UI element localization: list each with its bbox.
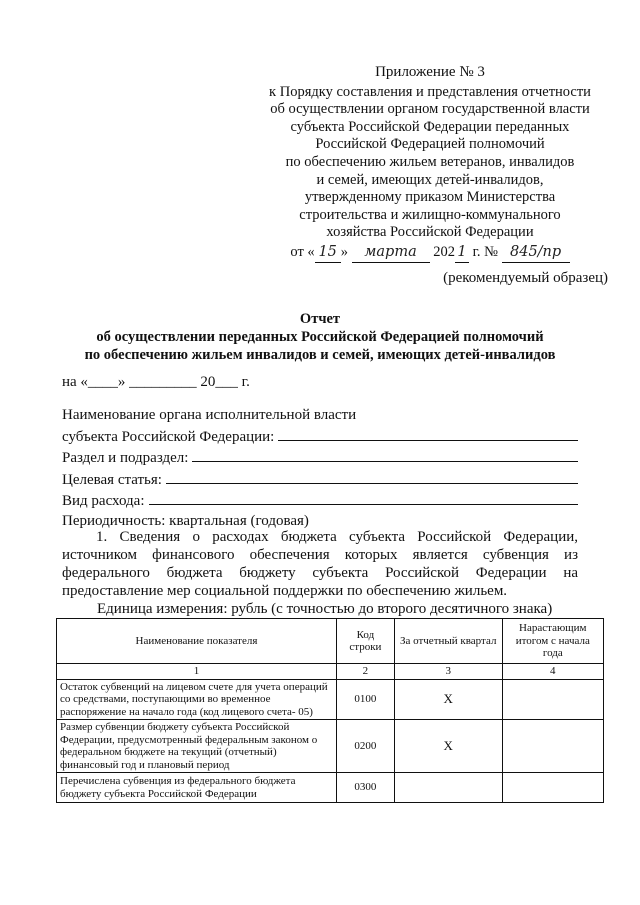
order-number: 845/пр — [502, 244, 570, 263]
appendix-line: хозяйства Российской Федерации — [326, 224, 534, 241]
report-subtitle-line: по обеспечению жильем инвалидов и семей, имеющих детей-инвалидов — [84, 347, 556, 363]
date-mid: » — [340, 243, 348, 260]
column-number: 3 — [394, 664, 502, 680]
column-number-row — [57, 664, 604, 680]
blank-line — [192, 447, 578, 462]
table-row — [57, 679, 604, 720]
row-name: Остаток субвенций на лицевом счете для учета операций со средствами, поступающими во временное распоряжение на начало года (код лицевого счета- 05) — [57, 679, 337, 720]
table-row — [57, 720, 604, 773]
blank-line — [149, 490, 579, 505]
table-row — [57, 773, 604, 803]
row-code: 0200 — [336, 720, 394, 773]
date-year-digit: 1 — [455, 244, 469, 263]
row-code: 0300 — [336, 773, 394, 803]
field-label: субъекта Российской Федерации: — [62, 428, 275, 445]
date-day: 15 — [315, 244, 341, 263]
appendix-line: об осуществлении органом государственной власти — [270, 101, 590, 118]
unit-of-measure: Единица измерения: рубль (с точностью до второго десятичного знака) — [97, 601, 553, 617]
header-indicator: Наименование показателя — [57, 619, 337, 664]
field-label: Целевая статья: — [62, 471, 162, 488]
field-expense-type — [62, 490, 578, 512]
report-title: Отчет — [299, 311, 341, 327]
column-number: 2 — [336, 664, 394, 680]
blank-line — [278, 426, 578, 441]
report-subtitle-line: об осуществлении переданных Российской Федерацией полномочий — [96, 329, 544, 345]
as-of-date-line: на «____» _________ 20___ г. — [62, 374, 250, 390]
appendix-line: по обеспечению жильем ветеранов, инвалидов — [285, 153, 575, 170]
row-quarter-value — [394, 773, 502, 803]
date-prefix: от « — [290, 243, 315, 260]
appendix-line: и семей, имеющих детей-инвалидов, — [316, 171, 544, 188]
header-quarter: За отчетный квартал — [394, 619, 502, 664]
field-section — [62, 447, 578, 469]
appendix-line: к Порядку составления и представления отчетности — [269, 83, 591, 100]
row-quarter-value: X — [394, 720, 502, 773]
row-cumulative-value — [502, 679, 603, 720]
report-table — [56, 618, 604, 803]
date-month: марта — [352, 244, 430, 263]
header-line-code: Код строки — [336, 619, 394, 664]
column-number: 4 — [502, 664, 603, 680]
field-subject — [62, 426, 578, 448]
row-cumulative-value — [502, 773, 603, 803]
order-date-line — [250, 244, 610, 263]
appendix-header — [250, 64, 610, 263]
sample-note: (рекомендуемый образец) — [443, 270, 608, 286]
row-code: 0100 — [336, 679, 394, 720]
appendix-line: утвержденному приказом Министерства — [304, 189, 556, 206]
row-name: Размер субвенции бюджету субъекта Российской Федерации, предусмотренный федеральным законом о федеральном бюджете на текущий (отчетный) финансовый год и плановый период — [57, 720, 337, 773]
field-label: Раздел и подраздел: — [62, 450, 189, 466]
blank-line — [166, 469, 578, 484]
field-label: Наименование органа исполнительной власти — [62, 407, 357, 423]
table-header-row — [57, 619, 604, 664]
section-1-text: 1. Сведения о расходах бюджета субъекта Российской Федерации, источником финансового обеспечения которых является субвенция из федерального бюджета бюджету субъекта Российской Федерации на предоставление мер социальной поддержки по обеспечению жильем. — [62, 529, 578, 599]
field-label: Вид расхода: — [62, 493, 145, 509]
appendix-line: Российской Федерацией полномочий — [315, 136, 545, 153]
field-target-article — [62, 469, 578, 491]
date-year-suffix: г. № — [468, 243, 498, 260]
row-cumulative-value — [502, 720, 603, 773]
field-authority-name — [62, 406, 578, 426]
report-fields — [62, 406, 578, 531]
appendix-line: субъекта Российской Федерации переданных — [290, 118, 570, 135]
date-year-prefix: 202 — [433, 243, 455, 260]
column-number: 1 — [57, 664, 337, 680]
field-label: Периодичность: квартальная (годовая) — [62, 512, 309, 529]
appendix-title: Приложение № 3 — [375, 64, 485, 80]
header-cumulative: Нарастающим итогом с начала года — [502, 619, 603, 664]
row-quarter-value: X — [394, 679, 502, 720]
appendix-line: строительства и жилищно-коммунального — [299, 206, 561, 223]
row-name: Перечислена субвенция из федерального бюджета бюджету субъекта Российской Федерации — [57, 773, 337, 803]
